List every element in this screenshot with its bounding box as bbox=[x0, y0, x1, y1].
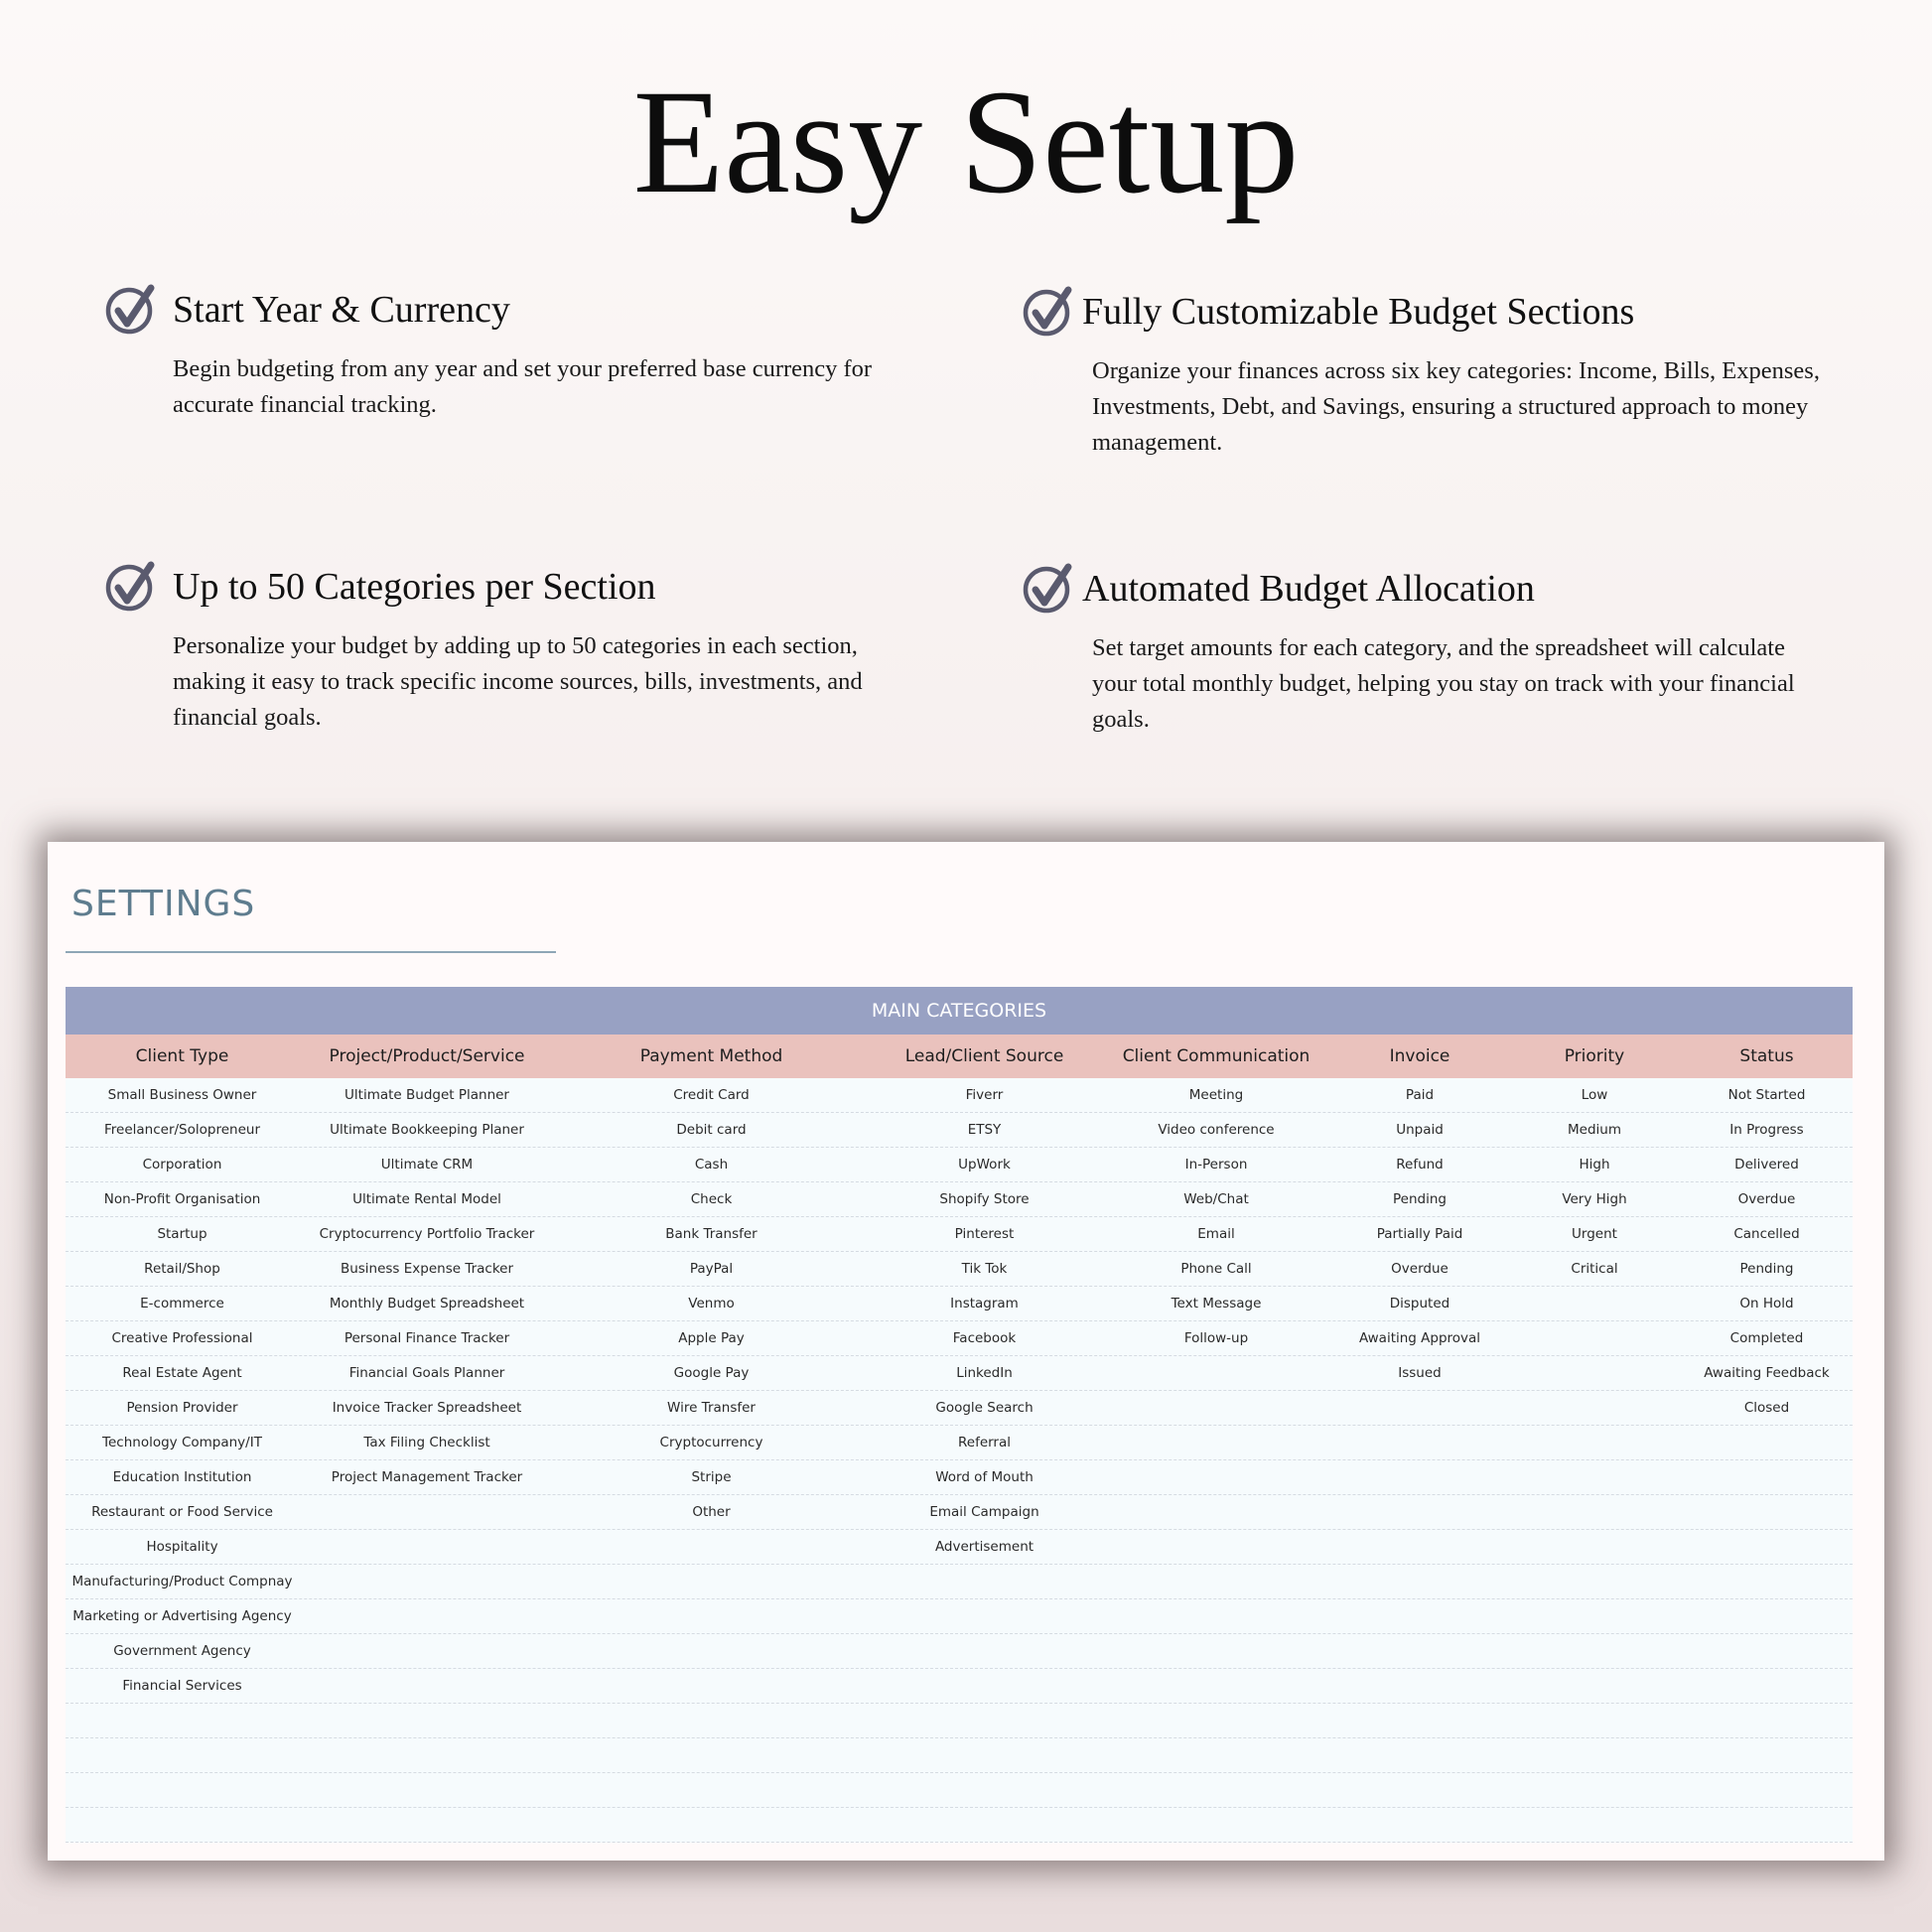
table-cell[interactable]: Pending bbox=[1739, 1261, 1794, 1277]
check-circle-icon bbox=[105, 559, 159, 613]
check-circle-icon bbox=[1023, 561, 1076, 615]
column-header: Client Communication bbox=[1122, 1046, 1311, 1066]
table-cell[interactable]: Personal Finance Tracker bbox=[344, 1330, 510, 1346]
table-row bbox=[66, 1530, 1853, 1565]
table-row bbox=[66, 1495, 1853, 1530]
table-cell[interactable]: Completed bbox=[1729, 1330, 1804, 1346]
table-cell[interactable]: Google Pay bbox=[673, 1365, 750, 1381]
table-row bbox=[66, 1634, 1853, 1669]
table-cell[interactable]: UpWork bbox=[958, 1157, 1011, 1173]
table-cell[interactable]: Real Estate Agent bbox=[122, 1365, 242, 1381]
table-cell[interactable]: Manufacturing/Product Compnay bbox=[71, 1574, 293, 1589]
table-cell[interactable]: LinkedIn bbox=[956, 1365, 1013, 1381]
table-cell[interactable]: Ultimate Bookkeeping Planer bbox=[330, 1122, 524, 1138]
table-cell[interactable]: Financial Goals Planner bbox=[348, 1365, 505, 1381]
table-cell[interactable]: Marketing or Advertising Agency bbox=[72, 1608, 292, 1624]
table-cell[interactable]: Very High bbox=[1562, 1191, 1627, 1207]
table-cell[interactable]: Video conference bbox=[1158, 1122, 1275, 1138]
column-header: Client Type bbox=[135, 1046, 229, 1066]
table-cell[interactable]: Follow-up bbox=[1183, 1330, 1249, 1346]
feature-title: Automated Budget Allocation bbox=[1082, 568, 1535, 610]
table-cell[interactable]: Business Expense Tracker bbox=[340, 1261, 514, 1277]
table-cell[interactable]: Freelancer/Solopreneur bbox=[104, 1122, 260, 1138]
table-cell[interactable]: Overdue bbox=[1737, 1191, 1796, 1207]
table-cell[interactable]: Advertisement bbox=[934, 1539, 1035, 1555]
table-cell[interactable]: Shopify Store bbox=[939, 1191, 1030, 1207]
table-cell[interactable]: Startup bbox=[157, 1226, 207, 1242]
table-cell[interactable]: E-commerce bbox=[140, 1296, 224, 1311]
table-row bbox=[66, 1321, 1853, 1356]
table-row bbox=[66, 1217, 1853, 1252]
table-row bbox=[66, 1669, 1853, 1704]
table-row bbox=[66, 1426, 1853, 1460]
table-cell[interactable]: Meeting bbox=[1188, 1087, 1244, 1103]
table-row bbox=[66, 1599, 1853, 1634]
table-cell[interactable]: Urgent bbox=[1572, 1226, 1617, 1242]
table-cell[interactable]: Check bbox=[690, 1191, 733, 1207]
feature-description: Begin budgeting from any year and set your preferred base currency for accurate financial tracking. bbox=[173, 355, 873, 418]
feature-description: Organize your finances across six key categories: Income, Bills, Expenses, Investments, Debt, and Savings, ensuring a structured approach to money management. bbox=[1092, 357, 1820, 456]
table-cell[interactable]: Text Message bbox=[1171, 1296, 1262, 1311]
settings-title: SETTINGS bbox=[71, 884, 256, 924]
table-cell[interactable]: Facebook bbox=[952, 1330, 1017, 1346]
table-cell[interactable]: Tax Filing Checklist bbox=[363, 1435, 490, 1450]
table-cell[interactable]: Ultimate Budget Planner bbox=[345, 1087, 509, 1103]
table-cell[interactable]: Monthly Budget Spreadsheet bbox=[329, 1296, 525, 1311]
table-cell[interactable]: Issued bbox=[1398, 1365, 1442, 1381]
table-cell[interactable]: Pension Provider bbox=[126, 1400, 238, 1416]
table-cell[interactable]: Partially Paid bbox=[1376, 1226, 1463, 1242]
main-categories-table bbox=[66, 987, 1853, 1843]
table-cell[interactable]: Technology Company/IT bbox=[102, 1435, 262, 1450]
table-row bbox=[66, 1113, 1853, 1148]
table-row bbox=[66, 1252, 1853, 1287]
table-cell[interactable]: Government Agency bbox=[113, 1643, 251, 1659]
table-cell[interactable]: Email bbox=[1197, 1226, 1235, 1242]
table-cell[interactable]: Refund bbox=[1396, 1157, 1444, 1173]
table-cell[interactable]: Word of Mouth bbox=[935, 1469, 1034, 1485]
feature-description: Set target amounts for each category, and the spreadsheet will calculate your total monthly budget, helping you stay on track with your financial goals. bbox=[1092, 634, 1795, 733]
feature-title: Up to 50 Categories per Section bbox=[173, 566, 656, 608]
column-header: Status bbox=[1739, 1046, 1794, 1066]
table-cell[interactable]: Closed bbox=[1743, 1400, 1790, 1416]
table-cell[interactable]: ETSY bbox=[967, 1122, 1002, 1138]
title-divider bbox=[66, 951, 556, 953]
table-cell[interactable]: Financial Services bbox=[122, 1678, 242, 1694]
table-cell[interactable]: Delivered bbox=[1734, 1157, 1799, 1173]
column-header: Payment Method bbox=[639, 1046, 783, 1066]
table-cell[interactable]: Stripe bbox=[691, 1469, 732, 1485]
table-row bbox=[66, 1565, 1853, 1599]
table-row bbox=[66, 1078, 1853, 1113]
column-header: Project/Product/Service bbox=[329, 1046, 525, 1066]
table-cell[interactable]: Awaiting Approval bbox=[1358, 1330, 1481, 1346]
table-cell[interactable]: Instagram bbox=[950, 1296, 1019, 1311]
table-cell[interactable]: Cryptocurrency bbox=[659, 1435, 763, 1450]
table-cell[interactable]: Paid bbox=[1405, 1087, 1435, 1103]
table-row bbox=[66, 1356, 1853, 1391]
table-row bbox=[66, 1148, 1853, 1182]
table-cell[interactable]: In-Person bbox=[1184, 1157, 1248, 1173]
table-cell[interactable]: Email Campaign bbox=[929, 1504, 1039, 1520]
table-cell[interactable]: Venmo bbox=[688, 1296, 735, 1311]
feature-title: Start Year & Currency bbox=[173, 289, 510, 331]
table-row bbox=[66, 1391, 1853, 1426]
table-cell[interactable]: PayPal bbox=[689, 1261, 734, 1277]
table-cell[interactable]: Restaurant or Food Service bbox=[91, 1504, 273, 1520]
table-cell[interactable]: Other bbox=[692, 1504, 731, 1520]
table-cell[interactable]: Awaiting Feedback bbox=[1704, 1365, 1830, 1381]
table-cell[interactable]: Cash bbox=[694, 1157, 729, 1173]
check-circle-icon bbox=[105, 282, 159, 336]
page-title: Easy Setup bbox=[632, 60, 1300, 224]
table-header-row bbox=[66, 1035, 1853, 1078]
table-cell[interactable]: Low bbox=[1581, 1087, 1608, 1103]
table-cell[interactable]: Bank Transfer bbox=[665, 1226, 758, 1242]
table-cell[interactable]: Wire Transfer bbox=[667, 1400, 756, 1416]
column-header: Priority bbox=[1564, 1046, 1625, 1066]
table-cell[interactable]: High bbox=[1579, 1157, 1610, 1173]
table-row bbox=[66, 1287, 1853, 1321]
table-cell[interactable]: Invoice Tracker Spreadsheet bbox=[332, 1400, 522, 1416]
table-cell[interactable]: Fiverr bbox=[965, 1087, 1004, 1103]
table-cell[interactable]: Disputed bbox=[1389, 1296, 1450, 1311]
table-row bbox=[66, 1460, 1853, 1495]
table-cell[interactable]: Not Started bbox=[1727, 1087, 1806, 1103]
check-circle-icon bbox=[1023, 284, 1076, 338]
table-cell[interactable]: Pending bbox=[1393, 1191, 1447, 1207]
table-cell[interactable]: Tik Tok bbox=[961, 1261, 1008, 1277]
feature-description: Personalize your budget by adding up to 50 categories in each section, making it easy to track specific income sources, bills, investments, and financial goals. bbox=[173, 632, 863, 731]
table-cell[interactable]: Apple Pay bbox=[678, 1330, 745, 1346]
table-cell[interactable]: Critical bbox=[1571, 1261, 1618, 1277]
column-header: Invoice bbox=[1389, 1046, 1450, 1066]
table-cell[interactable]: Small Business Owner bbox=[107, 1087, 257, 1103]
table-body bbox=[66, 1078, 1853, 1843]
table-cell[interactable]: Web/Chat bbox=[1183, 1191, 1249, 1207]
table-cell[interactable]: Overdue bbox=[1391, 1261, 1449, 1277]
table-row bbox=[66, 1738, 1853, 1773]
table-cell[interactable]: Credit Card bbox=[673, 1087, 750, 1103]
settings-screenshot-panel bbox=[48, 842, 1884, 1861]
table-cell[interactable]: Corporation bbox=[142, 1157, 222, 1173]
table-cell[interactable]: Retail/Shop bbox=[144, 1261, 220, 1277]
table-cell[interactable]: Unpaid bbox=[1396, 1122, 1444, 1138]
table-cell[interactable]: Phone Call bbox=[1180, 1261, 1252, 1277]
table-cell[interactable]: In Progress bbox=[1729, 1122, 1804, 1138]
feature-title: Fully Customizable Budget Sections bbox=[1082, 291, 1635, 333]
table-row bbox=[66, 1773, 1853, 1808]
table-cell[interactable]: Google Search bbox=[935, 1400, 1034, 1416]
table-cell[interactable]: Creative Professional bbox=[111, 1330, 253, 1346]
table-row bbox=[66, 1182, 1853, 1217]
main-categories-banner: MAIN CATEGORIES bbox=[66, 987, 1853, 1035]
table-cell[interactable]: Education Institution bbox=[112, 1469, 252, 1485]
table-cell[interactable]: Non-Profit Organisation bbox=[103, 1191, 261, 1207]
table-cell[interactable]: Debit card bbox=[676, 1122, 747, 1138]
table-cell[interactable]: Referral bbox=[957, 1435, 1012, 1450]
column-header: Lead/Client Source bbox=[904, 1046, 1064, 1066]
table-cell[interactable]: On Hold bbox=[1739, 1296, 1794, 1311]
table-row bbox=[66, 1704, 1853, 1738]
table-cell[interactable]: Project Management Tracker bbox=[331, 1469, 523, 1485]
table-cell[interactable]: Medium bbox=[1568, 1122, 1621, 1138]
table-row bbox=[66, 1808, 1853, 1843]
table-cell[interactable]: Hospitality bbox=[146, 1539, 218, 1555]
table-cell[interactable]: Cancelled bbox=[1733, 1226, 1800, 1242]
table-cell[interactable]: Ultimate CRM bbox=[380, 1157, 474, 1173]
table-cell[interactable]: Pinterest bbox=[954, 1226, 1015, 1242]
table-cell[interactable]: Cryptocurrency Portfolio Tracker bbox=[319, 1226, 535, 1242]
table-cell[interactable]: Ultimate Rental Model bbox=[352, 1191, 501, 1207]
